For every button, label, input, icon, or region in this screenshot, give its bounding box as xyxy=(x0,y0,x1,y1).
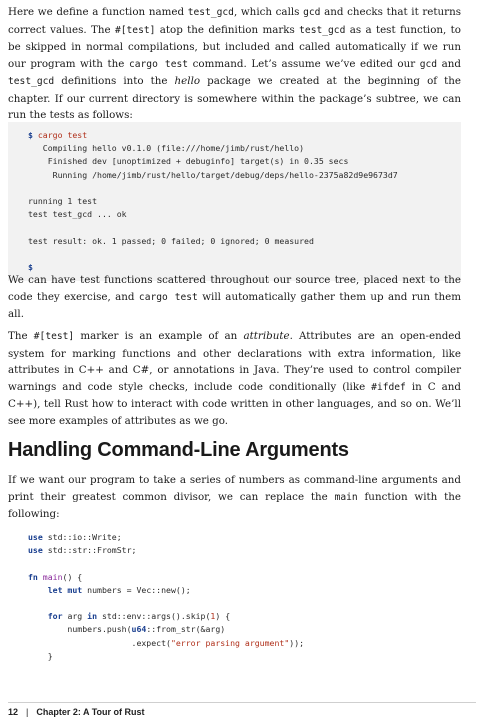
text: and xyxy=(437,57,462,70)
section-heading: Handling Command-Line Arguments xyxy=(8,439,349,461)
terminal-output xyxy=(28,129,461,274)
keyword: for xyxy=(28,611,63,622)
paragraph-test-functions xyxy=(8,272,461,323)
code-text: )); xyxy=(289,637,305,648)
text: package we created at the beginning of the chapter. If our current directory is somewhere within the package’s subtree, we can run the tests as follows: xyxy=(8,75,461,121)
output-line: test result: ok. 1 passed; 0 failed; 0 ignored; 0 measured xyxy=(28,235,314,246)
code-text: } xyxy=(28,650,53,661)
keyword: use xyxy=(28,532,43,542)
inline-code: #ifdef xyxy=(371,381,406,393)
output-line: Running /home/jimb/rust/hello/target/debug/deps/hello-2375a82d9e9673d7 xyxy=(28,169,398,180)
terminal-output-block xyxy=(8,122,461,281)
text: We can have test functions scattered throughout our source tree, placed next to the code they exercise, and xyxy=(8,274,461,303)
output-line: Compiling hello v0.1.0 (file:///home/jimb/rust/hello) xyxy=(28,143,305,154)
function-name: main xyxy=(37,571,63,582)
code-text: numbers = Vec::new(); xyxy=(82,584,191,595)
output-line: test test_gcd ... ok xyxy=(28,209,127,220)
text: . Attributes are an open-ended system for marking functions and other declarations with extra information, like attributes in C++ and C#, or annotations in Java. They’re used to control compiler warnings and code style checks, include code conditionally (like xyxy=(8,330,461,393)
shell-prompt: $ xyxy=(28,262,33,273)
shell-command: cargo test xyxy=(32,130,88,140)
inline-code: gcd xyxy=(303,7,321,18)
text: If we want our program to take a series of numbers as command-line arguments and print their greatest common divisor, we can replace the xyxy=(8,474,461,503)
text: definitions into the xyxy=(54,75,175,87)
inline-code: #[test] xyxy=(114,24,156,36)
code-text: ) { xyxy=(215,611,231,622)
shell-prompt: $ xyxy=(28,130,33,140)
text: atop the definition marks xyxy=(155,23,300,36)
type-name: u64 xyxy=(131,624,147,635)
code-text: () { xyxy=(62,571,83,582)
number-literal: 1 xyxy=(210,611,216,622)
footer-separator: | xyxy=(26,707,29,717)
string-literal: "error parsing argument" xyxy=(170,637,290,648)
text: function with the following: xyxy=(8,490,461,520)
inline-code: test_gcd xyxy=(299,24,346,36)
emphasis: attribute xyxy=(243,330,290,342)
emphasis: hello xyxy=(174,75,201,87)
page-footer xyxy=(8,702,476,717)
text: The xyxy=(8,330,34,342)
code-text: ::from_str(&arg) xyxy=(146,624,226,635)
output-line: running 1 test xyxy=(28,196,98,207)
code-text: .expect( xyxy=(28,637,171,648)
code-text: std::io::Write; xyxy=(42,532,122,542)
inline-code: test_gcd xyxy=(8,76,55,87)
code-text: arg xyxy=(62,611,88,622)
page-number: 12 xyxy=(8,707,19,717)
text: and checks that it returns correct values. The xyxy=(8,6,461,36)
keyword: use xyxy=(28,545,43,556)
inline-code: test_gcd xyxy=(187,7,234,18)
output-line: Finished dev [unoptimized + debuginfo] target(s) in 0.35 secs xyxy=(28,156,349,167)
text: will automatically gather them up and run them all. xyxy=(8,290,461,320)
paragraph-attributes xyxy=(8,328,461,429)
text: command. Let’s assume we’ve edited our xyxy=(188,57,420,70)
code-text: std::env::args().skip( xyxy=(97,611,211,622)
text: as a test function, to be skipped in normal compilations, but included and called automatically if we run our program with the xyxy=(8,23,461,70)
rust-code-block xyxy=(8,524,461,670)
keyword: fn xyxy=(28,571,38,582)
inline-code: main xyxy=(334,491,358,503)
code-text: numbers.push( xyxy=(28,624,132,635)
inline-code: cargo test xyxy=(138,291,198,303)
rust-code xyxy=(28,531,461,663)
text: marker is an example of an xyxy=(74,330,244,342)
text: , which calls xyxy=(233,6,304,18)
keyword: let mut xyxy=(28,584,83,595)
text: Here we define a function named xyxy=(8,6,188,18)
inline-code: #[test] xyxy=(33,331,75,342)
code-text: std::str::FromStr; xyxy=(42,545,137,556)
text: in C and C++), tell Rust how to interact with code written in other languages, and so on. We’ll see more examples of attributes as we go. xyxy=(8,380,461,427)
inline-code: cargo test xyxy=(128,58,189,70)
chapter-title: Chapter 2: A Tour of Rust xyxy=(36,707,145,717)
paragraph-test-intro xyxy=(8,4,461,124)
keyword: in xyxy=(87,611,98,622)
inline-code: gcd xyxy=(419,58,438,70)
paragraph-command-line xyxy=(8,472,461,523)
